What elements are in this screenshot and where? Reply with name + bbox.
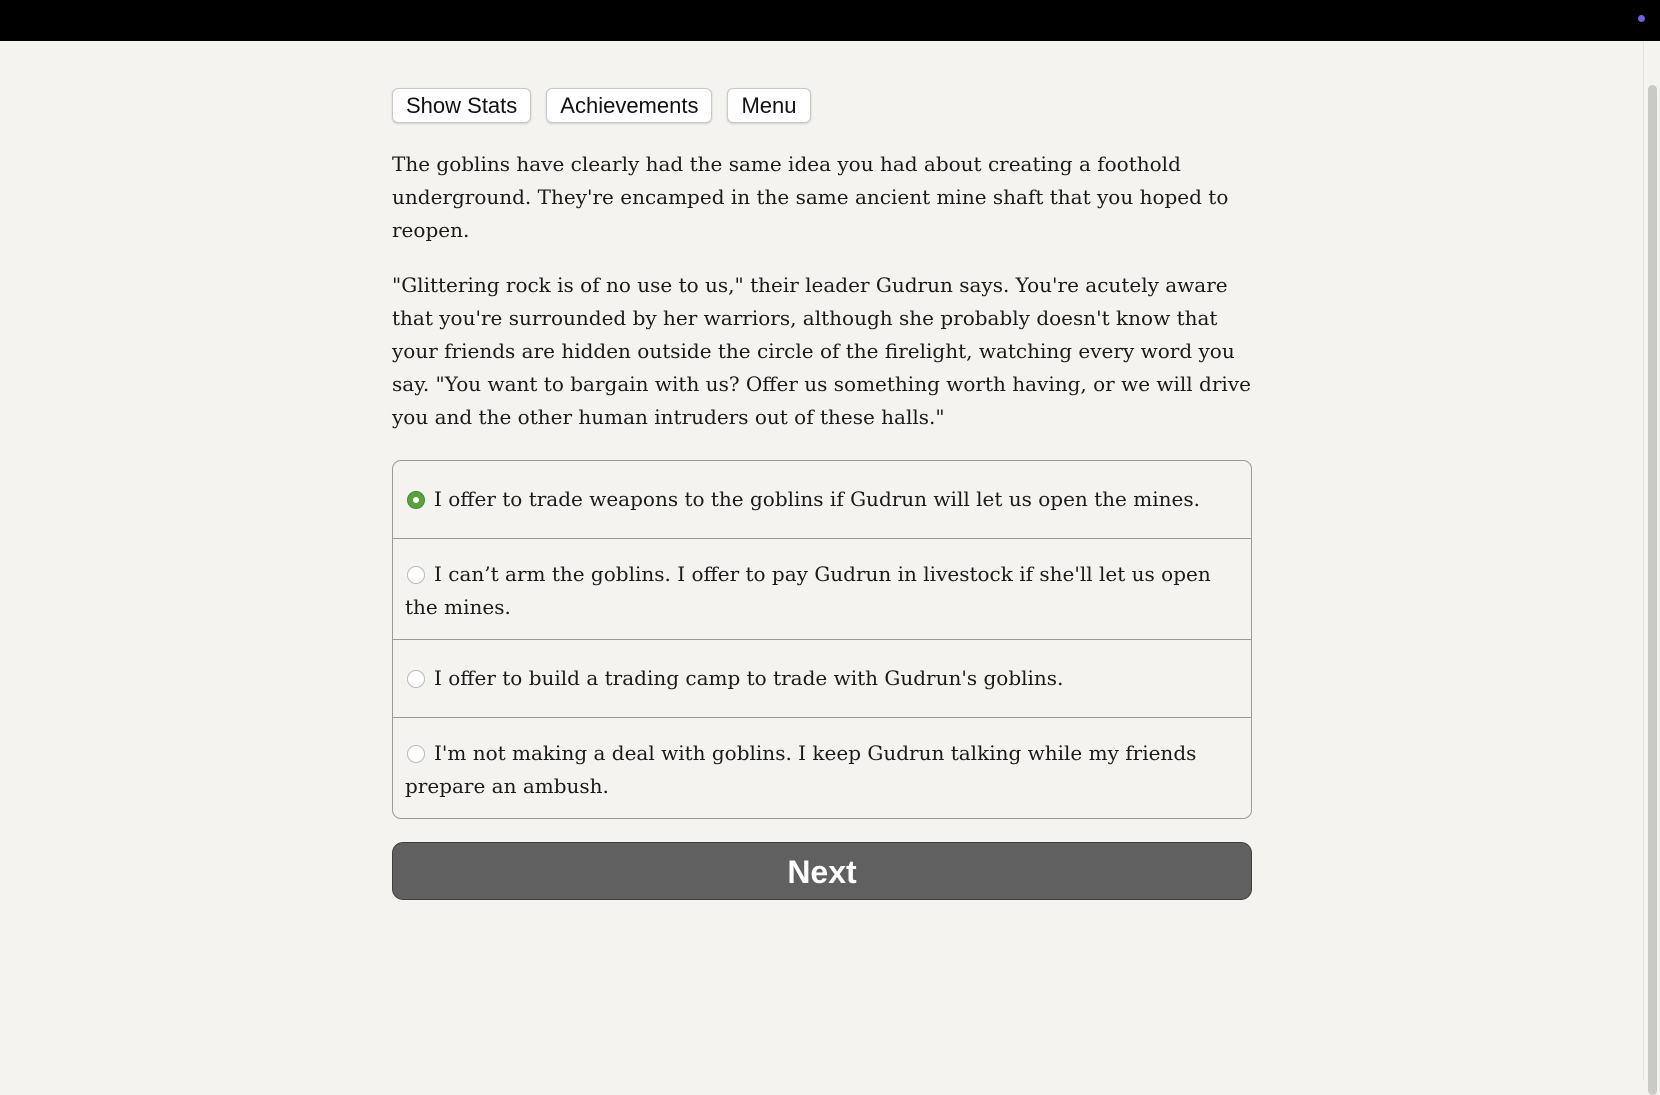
radio-icon[interactable] — [407, 670, 425, 688]
scrollbar[interactable] — [1643, 41, 1660, 1080]
menu-button[interactable]: Menu — [727, 88, 810, 123]
next-button[interactable]: Next — [392, 842, 1252, 900]
radio-selected-icon[interactable] — [407, 491, 425, 509]
radio-icon[interactable] — [407, 566, 425, 584]
choice-option-livestock[interactable] — [393, 538, 1251, 639]
toolbar — [392, 88, 1252, 123]
choice-list — [392, 460, 1252, 819]
choice-option-trade-weapons[interactable] — [393, 461, 1251, 538]
choice-option-trading-camp[interactable] — [393, 639, 1251, 717]
game-content — [392, 88, 1252, 900]
radio-icon[interactable] — [407, 745, 425, 763]
achievements-button[interactable]: Achievements — [546, 88, 712, 123]
show-stats-button[interactable]: Show Stats — [392, 88, 531, 123]
choice-label: I offer to trade weapons to the goblins if Gudrun will let us open the mines. — [434, 487, 1200, 511]
top-bar — [0, 0, 1660, 41]
story-paragraph: The goblins have clearly had the same idea you had about creating a foothold underground. They're encamped in the same ancient mine shaft that you hoped to reopen. — [392, 152, 1229, 242]
scrollbar-thumb[interactable] — [1648, 85, 1657, 1095]
choice-label: I can’t arm the goblins. I offer to pay Gudrun in livestock if she'll let us open the mines. — [405, 562, 1211, 619]
choice-label: I'm not making a deal with goblins. I keep Gudrun talking while my friends prepare an ambush. — [405, 741, 1197, 798]
story-paragraph: "Glittering rock is of no use to us," their leader Gudrun says. You're acutely aware that you're surrounded by her warriors, although she probably doesn't know that your friends are hidden outside the circle of the firelight, watching every word you say. "You want to bargain with us? Offer us something worth having, or we will drive you and the other human intruders out of these halls." — [392, 273, 1251, 429]
choice-option-ambush[interactable] — [393, 717, 1251, 818]
choice-label: I offer to build a trading camp to trade with Gudrun's goblins. — [434, 666, 1064, 690]
status-dot-icon — [1638, 15, 1645, 22]
